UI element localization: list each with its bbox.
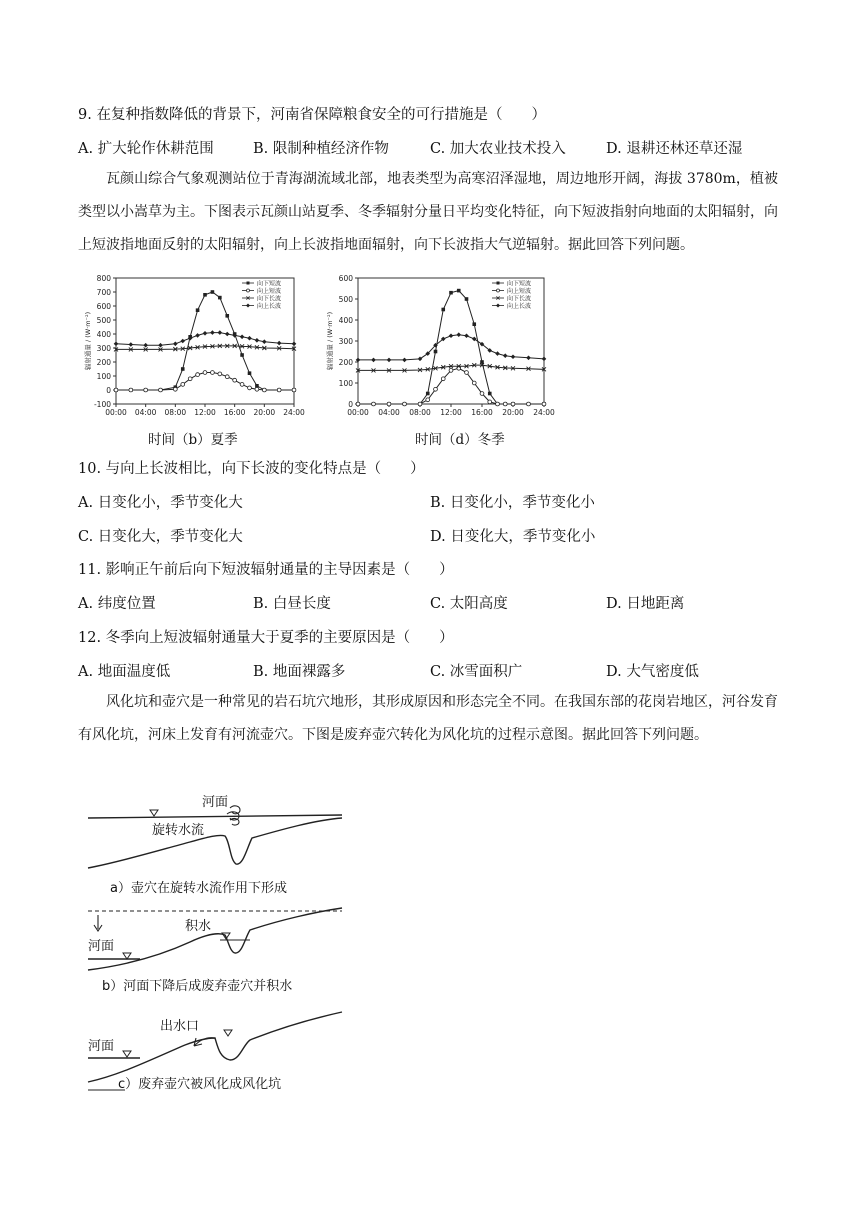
winter-ytick-label: 100 [338, 379, 353, 388]
winter-point [449, 291, 453, 295]
passage-pothole: 风化坑和壶穴是一种常见的岩石坑穴地形，其形成原因和形态完全不同。在我国东部的花岗岩地区，河谷发育有风化坑，河床上发育有河流壶穴。下图是废弃壶穴转化为风化坑的过程示意图。据此回答下列问题。 [78, 694, 778, 743]
winter-point [403, 402, 407, 406]
q10-option-b: B. 日变化小，季节变化小 [430, 495, 595, 511]
q9-stem: 9. 在复种指数降低的背景下，河南省保障粮食安全的可行措施是（ ） [78, 107, 546, 123]
swirl-a [227, 806, 240, 825]
outlet-arrow-c [194, 1038, 215, 1046]
q9-option-d: D. 退耕还林还草还湿 [606, 141, 743, 157]
winter-point [511, 354, 516, 359]
summer-point [203, 371, 207, 375]
winter-point [503, 353, 508, 358]
winter-xtick-label: 20:00 [502, 408, 524, 417]
label-ponding-b: 积水 [185, 919, 212, 934]
summer-point [203, 293, 207, 297]
summer-legend-label: 向下长波 [257, 295, 282, 303]
summer-ytick-label: 800 [96, 274, 111, 283]
winter-point [356, 402, 360, 406]
winter-point [465, 297, 469, 301]
winter-point [542, 357, 547, 362]
winter-point [526, 356, 531, 361]
summer-ytick-label: 0 [106, 386, 111, 395]
winter-series-line-3 [358, 335, 544, 360]
summer-xtick-label: 08:00 [164, 408, 187, 417]
riverbed-profile-a [88, 818, 342, 868]
winter-point [527, 402, 531, 406]
winter-point [371, 358, 376, 363]
q9-option-a: A. 扩大轮作休耕范围 [78, 141, 214, 157]
winter-point [441, 377, 445, 381]
q11-option-c: C. 太阳高度 [430, 596, 508, 612]
winter-legend-label: 向上短波 [507, 287, 532, 295]
summer-point [262, 388, 266, 392]
winter-point [449, 333, 454, 338]
label-river-surface-c: 河面 [88, 1039, 115, 1054]
winter-point [434, 350, 438, 354]
water-level-c [224, 1030, 232, 1036]
summer-point [180, 339, 185, 344]
summer-point [129, 388, 133, 392]
q10-option-c: C. 日变化大，季节变化大 [78, 529, 243, 545]
winter-point [488, 392, 492, 396]
q9-option-c: C. 加大农业技术投入 [430, 141, 566, 157]
caption-c: c）废弃壶穴被风化成风化坑 [118, 1077, 282, 1092]
winter-point [496, 402, 500, 406]
caption-a: a）壶穴在旋转水流作用下形成 [110, 881, 287, 896]
winter-xtick-label: 24:00 [533, 408, 555, 417]
winter-point [426, 392, 430, 396]
summer-xtick-label: 04:00 [134, 408, 157, 417]
winter-ytick-label: 0 [348, 400, 353, 409]
summer-point [211, 371, 215, 375]
winter-xtick-label: 16:00 [471, 408, 493, 417]
summer-point [211, 290, 215, 294]
winter-point [511, 402, 515, 406]
summer-xtick-label: 12:00 [194, 408, 216, 417]
winter-xtick-label: 08:00 [409, 408, 431, 417]
q12-option-c: C. 冰雪面积广 [430, 664, 523, 680]
summer-point [144, 388, 148, 392]
winter-ytick-label: 600 [338, 274, 353, 283]
summer-point [255, 387, 259, 391]
summer-point [114, 388, 118, 392]
summer-point [225, 314, 229, 318]
q11-option-b: B. 白昼长度 [253, 596, 331, 612]
summer-ytick-label: 700 [96, 288, 111, 297]
summer-point [188, 377, 192, 381]
summer-point [248, 386, 252, 390]
q12-option-a: A. 地面温度低 [78, 664, 171, 680]
chart-summer-radiation [78, 272, 305, 422]
winter-xtick-label: 12:00 [440, 408, 462, 417]
q12-stem: 12. 冬季向上短波辐射通量大于夏季的主要原因是（ ） [78, 630, 454, 646]
summer-point [143, 343, 148, 348]
chart-winter-radiation [320, 272, 555, 422]
winter-legend-marker [496, 304, 500, 308]
winter-series-line-1 [358, 368, 544, 404]
q11-option-a: A. 纬度位置 [78, 596, 156, 612]
winter-legend-label: 向下短波 [507, 280, 532, 288]
summer-ytick-label: 200 [96, 358, 111, 367]
winter-legend-label: 向上长波 [507, 302, 532, 310]
summer-point [203, 331, 208, 336]
winter-xtick-label: 00:00 [347, 408, 369, 417]
winter-ylabel: 辐射通量 / (W·m⁻²) [326, 311, 334, 371]
winter-point [472, 322, 476, 326]
summer-legend-marker [246, 304, 250, 308]
winter-point [464, 333, 469, 338]
winter-legend-marker [497, 289, 500, 292]
label-outlet-c: 出水口 [160, 1019, 200, 1034]
winter-point [542, 402, 546, 406]
q12-option-d: D. 大气密度低 [606, 664, 699, 680]
winter-point [472, 381, 476, 385]
passage-radiation: 瓦颜山综合气象观测站位于青海湖流域北部，地表类型为高寒沼泽湿地，周边地形开阔，海拔 3780m，植被类型以小嵩草为主。下图表示瓦颜山站夏季、冬季辐射分量日平均变化特征，向下短波指射向地面的太阳辐射，向上短波指地面反射的太阳辐射，向上长波指地面辐射，向下长波指大气逆辐射。据此回答下列问题。 [78, 171, 778, 253]
summer-point [159, 388, 163, 392]
q11-option-d: D. 日地距离 [606, 596, 685, 612]
summer-point [225, 375, 229, 379]
summer-point [173, 387, 177, 391]
summer-legend-marker [247, 289, 250, 292]
summer-point [218, 330, 223, 335]
winter-ytick-label: 400 [338, 316, 353, 325]
summer-point [196, 308, 200, 312]
caption-summer: 时间（b）夏季 [148, 432, 238, 448]
q11-stem: 11. 影响正午前后向下短波辐射通量的主导因素是（ ） [78, 562, 454, 578]
winter-point [441, 308, 445, 312]
winter-point [495, 351, 500, 356]
summer-point [129, 342, 134, 347]
summer-point [248, 371, 252, 375]
summer-point [218, 296, 222, 300]
summer-ytick-label: 100 [96, 372, 111, 381]
q12-option-b: B. 地面裸露多 [253, 664, 346, 680]
summer-point [181, 367, 185, 371]
winter-ytick-label: 500 [338, 295, 353, 304]
caption-b: b）河面下降后成废弃壶穴并积水 [102, 979, 293, 994]
water-level-a [150, 810, 158, 816]
summer-ytick-label: 300 [96, 344, 111, 353]
summer-ytick-label: 500 [96, 316, 111, 325]
summer-point [233, 378, 237, 382]
summer-ytick-label: 400 [96, 330, 111, 339]
summer-point [225, 332, 230, 337]
summer-point [255, 338, 260, 343]
pothole-process-diagram [80, 790, 350, 1100]
winter-ytick-label: 300 [338, 337, 353, 346]
winter-point [372, 402, 376, 406]
riverbed-profile-b [88, 908, 342, 970]
winter-point [387, 358, 392, 363]
summer-point [114, 342, 119, 347]
summer-legend-label: 向上短波 [257, 287, 282, 295]
label-river-surface-b: 河面 [88, 939, 115, 954]
summer-point [277, 341, 282, 346]
summer-point [210, 330, 215, 335]
riverbed-profile-c [88, 1012, 342, 1082]
summer-series-line-1 [116, 373, 294, 391]
winter-point [426, 398, 430, 402]
river-surface-line-a [88, 815, 342, 818]
summer-legend-marker [247, 282, 250, 285]
summer-ylabel: 辐射通量 / (W·m⁻²) [84, 311, 92, 371]
water-level-b2 [123, 953, 131, 959]
summer-point [240, 353, 244, 357]
summer-point [181, 383, 185, 387]
winter-point [480, 392, 484, 396]
winter-ytick-label: 200 [338, 358, 353, 367]
q10-stem: 10. 与向上长波相比，向下长波的变化特点是（ ） [78, 461, 425, 477]
summer-point [158, 343, 163, 348]
drop-arrow-b [94, 915, 102, 931]
summer-xtick-label: 24:00 [283, 408, 305, 417]
summer-point [196, 373, 200, 377]
q9-option-b: B. 限制种植经济作物 [253, 141, 389, 157]
winter-point [456, 332, 461, 337]
label-river-surface-a: 河面 [202, 795, 229, 810]
winter-point [387, 402, 391, 406]
summer-point [277, 388, 281, 392]
water-level-c2 [123, 1051, 131, 1057]
label-swirl-a: 旋转水流 [152, 823, 205, 838]
winter-legend-label: 向下长波 [507, 295, 532, 303]
summer-point [292, 388, 296, 392]
winter-point [457, 289, 461, 293]
winter-point [503, 402, 507, 406]
summer-point [218, 372, 222, 376]
summer-legend-label: 向下短波 [257, 280, 282, 288]
winter-point [402, 358, 407, 363]
q10-option-d: D. 日变化大，季节变化小 [430, 529, 596, 545]
summer-point [173, 342, 178, 347]
summer-point [262, 339, 267, 344]
winter-point [488, 400, 492, 404]
summer-point [247, 336, 252, 341]
winter-legend-marker [497, 282, 500, 285]
winter-point [449, 369, 453, 373]
winter-point [434, 387, 438, 391]
winter-point [465, 371, 469, 375]
summer-ytick-label: -100 [93, 400, 111, 409]
summer-legend-label: 向上长波 [257, 302, 282, 310]
summer-point [292, 342, 297, 347]
summer-xtick-label: 16:00 [223, 408, 246, 417]
summer-point [240, 335, 245, 340]
summer-xtick-label: 00:00 [105, 408, 127, 417]
summer-xtick-label: 20:00 [253, 408, 276, 417]
q10-option-a: A. 日变化小，季节变化大 [78, 495, 243, 511]
summer-point [240, 383, 244, 387]
winter-xtick-label: 04:00 [378, 408, 400, 417]
winter-point [418, 402, 422, 406]
summer-point [195, 333, 200, 338]
caption-winter: 时间（d）冬季 [415, 432, 505, 448]
summer-ytick-label: 600 [96, 302, 111, 311]
